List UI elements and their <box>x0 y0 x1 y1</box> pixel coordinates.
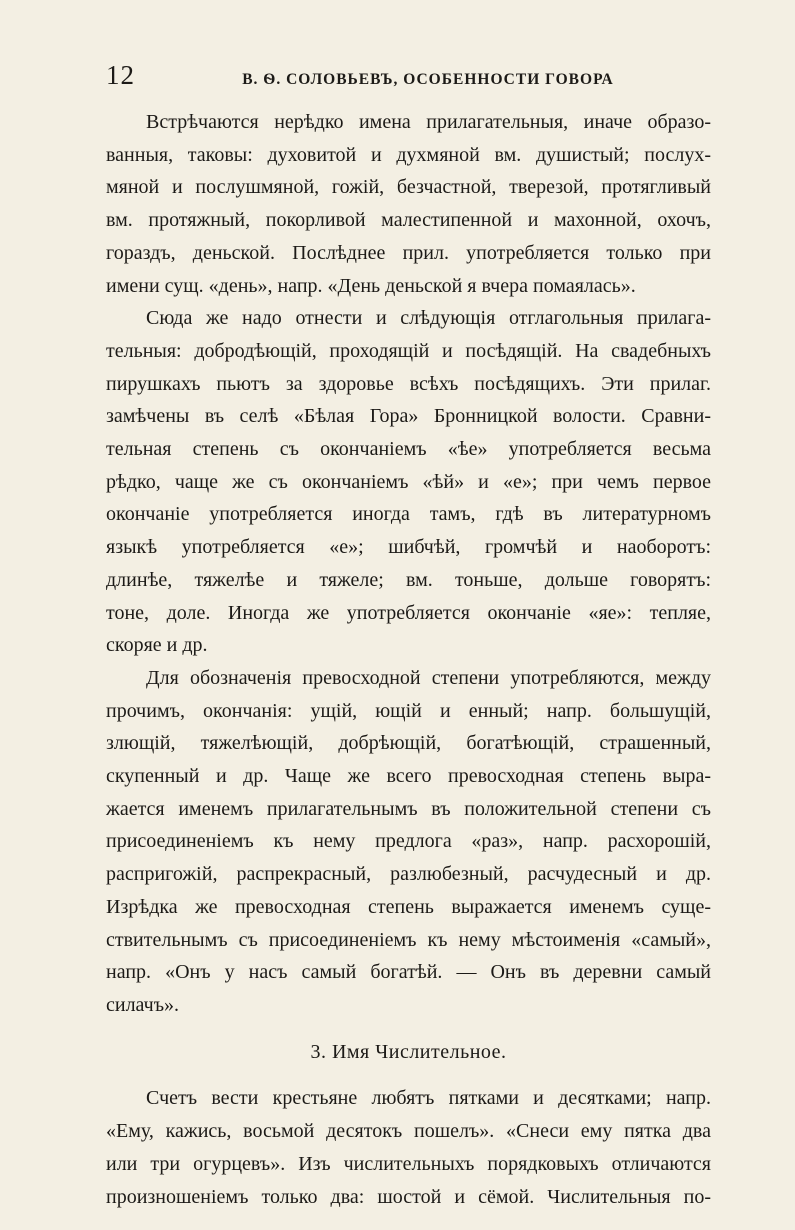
text-line: скоряе и др. <box>106 634 208 657</box>
text-line: злющій, тяжелѣющій, добрѣющій, богатѣющій, страшенный, <box>106 732 711 755</box>
text-line: распригожій, распрекрасный, разлюбезный, расчудесный и др. <box>106 863 711 886</box>
text-line: ванныя, таковы: духовитой и духмяной вм. душистый; послух- <box>106 143 711 166</box>
text-line: пирушкахъ пьютъ за здоровье всѣхъ посѣдящихъ. Эти прилаг. <box>106 372 711 395</box>
text-line: Изрѣдка же превосходная степень выражается именемъ суще- <box>106 895 711 918</box>
text-line: ствительнымъ съ присоединеніемъ къ нему мѣстоименія «самый», <box>106 928 711 951</box>
text-line: Встрѣчаются нерѣдко имена прилагательныя, иначе образо- <box>146 111 711 133</box>
text-line: окончаніе употребляется иногда тамъ, гдѣ въ литературномъ <box>106 503 711 526</box>
text-line: прочимъ, окончанія: ущій, ющій и енный; напр. большущій, <box>106 699 711 722</box>
paragraph-2 <box>106 302 711 662</box>
text-line: мяной и послушмяной, гожій, безчастной, тверезой, протягливый <box>106 176 711 199</box>
text-line: Для обозначенія превосходной степени употребляются, между <box>146 666 711 689</box>
text-line: силачъ». <box>106 993 180 1016</box>
text-line: вм. протяжный, покорливой малестипенной и махонной, охочъ, <box>106 209 711 232</box>
text-line: жается именемъ прилагательнымъ въ положительной степени съ <box>106 797 711 820</box>
text-line: тоне, доле. Иногда же употребляется окончаніе «яе»: тепляе, <box>106 601 711 624</box>
text-line: длинѣе, тяжелѣе и тяжеле; вм. тоньше, дольше говорятъ: <box>106 568 711 591</box>
page-header <box>106 60 711 100</box>
running-head: В. Ѳ. СОЛОВЬЕВЪ, ОСОБЕННОСТИ ГОВОРА <box>242 71 614 88</box>
text-line: тельныя: добродѣющій, проходящій и посѣдящій. На свадебныхъ <box>106 339 711 362</box>
text-line: тельная степень съ окончаніемъ «ѣе» употребляется весьма <box>106 438 711 461</box>
text-line: гораздъ, деньской. Послѣднее прил. употребляется только при <box>106 241 711 264</box>
text-line: Сюда же надо отнести и слѣдующія отглагольныя прилага- <box>146 307 711 330</box>
page-number: 12 <box>106 60 135 90</box>
text-line: имени сущ. «день», напр. «День деньской я вчера помаялась». <box>106 274 636 297</box>
text-line: Счетъ вести крестьяне любятъ пятками и десятками; напр. <box>146 1087 711 1110</box>
paragraph-3 <box>106 662 711 1022</box>
text-line: присоединеніемъ къ нему предлога «раз», напр. расхорошій, <box>106 830 711 853</box>
text-line: «Ему, кажись, восьмой десятокъ пошелъ». «Снеси ему пятка два <box>106 1120 711 1143</box>
section-heading: 3. Имя Числительное. <box>310 1040 507 1063</box>
text-line: рѣдко, чаще же съ окончаніемъ «ѣй» и «е»; при чемъ первое <box>106 470 711 493</box>
text-line: произношеніемъ только два: шостой и сёмой. Числительныя по- <box>106 1185 711 1208</box>
text-line: языкѣ употребляется «е»; шибчѣй, громчѣй и наоборотъ: <box>106 536 711 559</box>
text-line: скупенный и др. Чаще же всего превосходная степень выра- <box>106 765 711 788</box>
text-line: замѣчены въ селѣ «Бѣлая Гора» Бронницкой волости. Сравни- <box>106 405 711 428</box>
text-line: напр. «Онъ у насъ самый богатѣй. — Онъ въ деревни самый <box>106 961 711 984</box>
paragraph-4 <box>106 1082 711 1213</box>
text-line: или три огурцевъ». Изъ числительныхъ порядковыхъ отличаются <box>106 1152 711 1175</box>
page-body <box>106 106 711 1213</box>
paragraph-1 <box>106 106 711 302</box>
section-heading-wrap <box>106 1036 711 1069</box>
